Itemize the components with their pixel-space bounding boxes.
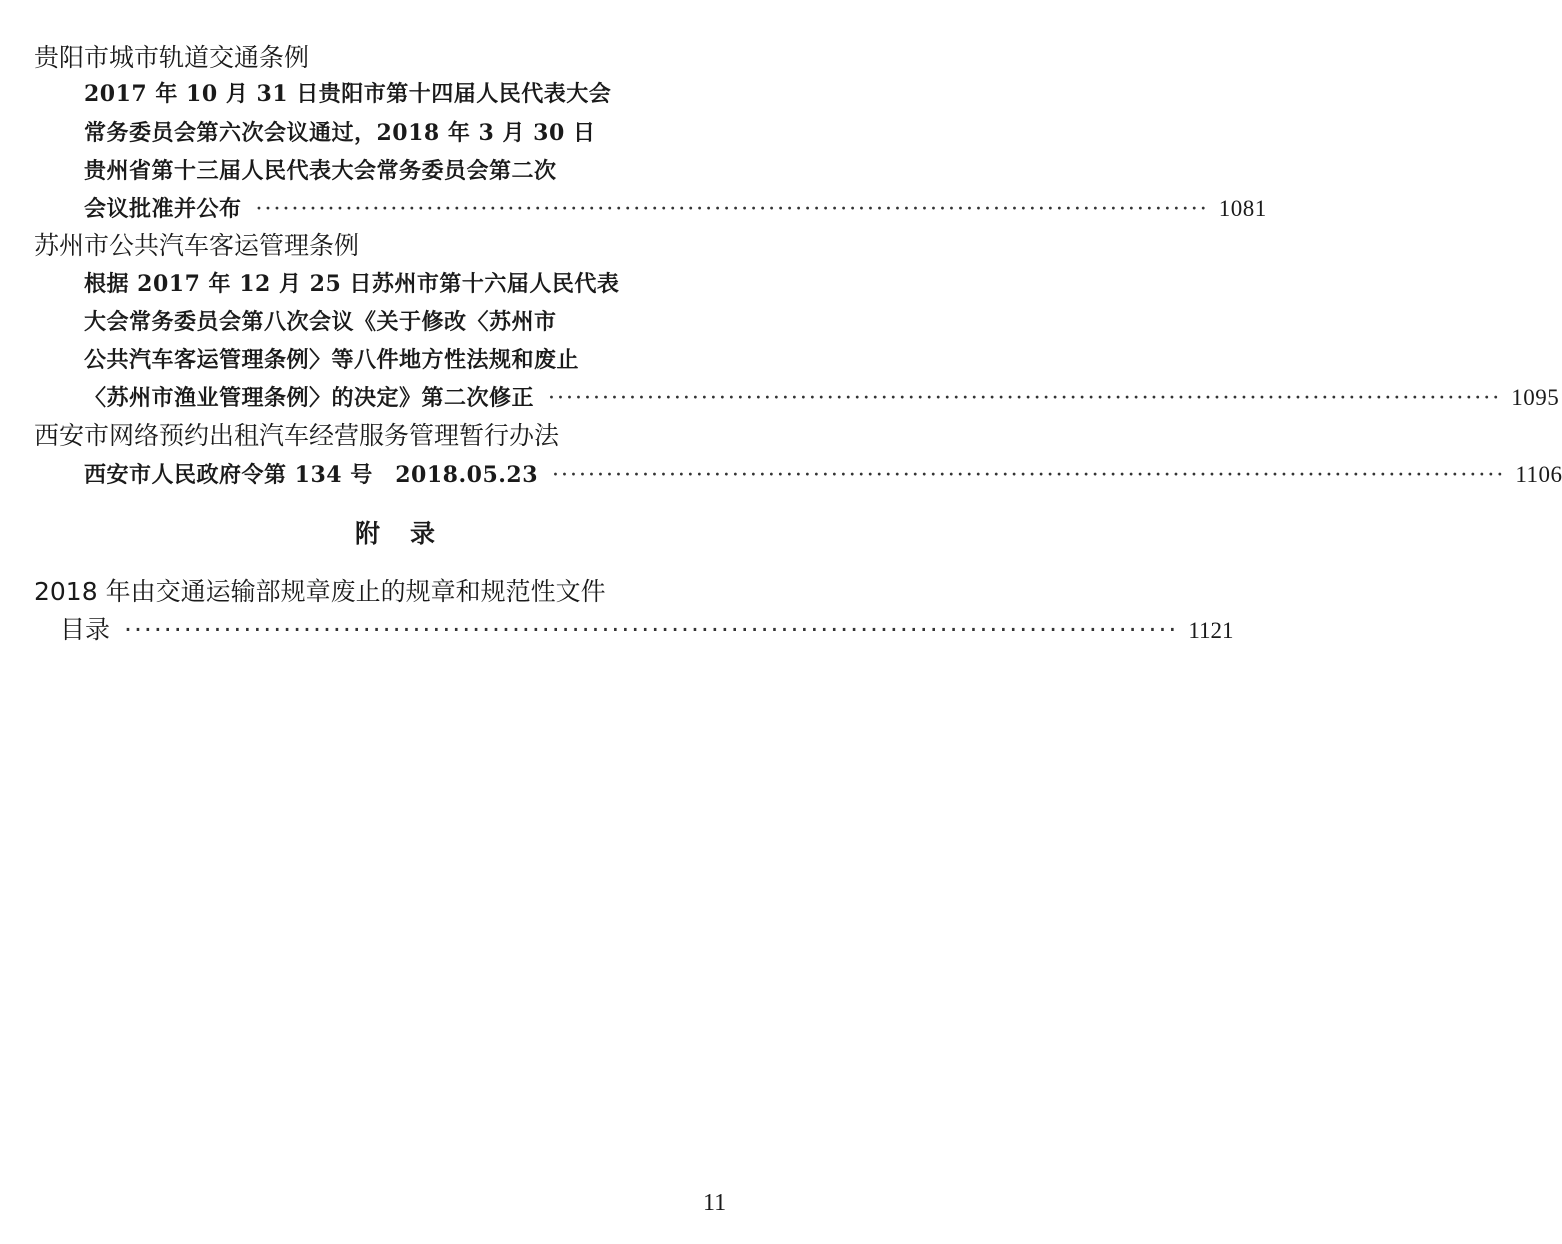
page-number: 11 bbox=[703, 1190, 727, 1216]
leader-dots: ·········································································································· bbox=[124, 615, 1179, 644]
toc-entry-line: 根据 2017 年 12 月 25 日苏州市第十六届人民代表 bbox=[84, 271, 620, 297]
toc-entry-row bbox=[84, 455, 1562, 495]
toc-entry-line: 会议批准并公布 bbox=[84, 196, 242, 222]
leader-dots: ·········································································································· bbox=[552, 463, 1506, 488]
toc-entry-title: 西安市网络预约出租汽车经营服务管理暂行办法 bbox=[34, 421, 560, 450]
toc-entry-line: 2017 年 10 月 31 日贵阳市第十四届人民代表大会 bbox=[84, 81, 612, 107]
toc-entry-line: 贵州省第十三届人民代表大会常务委员会第二次 bbox=[84, 158, 557, 184]
appendix-heading: 附录 bbox=[354, 519, 465, 548]
toc-entry-row bbox=[84, 378, 1560, 418]
appendix-entry-line: 目录 bbox=[60, 615, 111, 644]
toc-entry-line: 〈苏州市渔业管理条例〉的决定》第二次修正 bbox=[84, 385, 535, 411]
appendix-entry-row bbox=[60, 610, 1234, 650]
appendix-entry-title: 2018 年由交通运输部规章废止的规章和规范性文件 bbox=[34, 577, 606, 606]
leader-dots: ·········································································································· bbox=[255, 197, 1209, 222]
toc-page-number: 1095 bbox=[1511, 385, 1560, 410]
toc-page-number: 1106 bbox=[1515, 462, 1562, 487]
toc-entry-title: 贵阳市城市轨道交通条例 bbox=[34, 43, 310, 72]
toc-entry-line: 常务委员会第六次会议通过，2018 年 3 月 30 日 bbox=[84, 120, 596, 146]
leader-dots: ·········································································································· bbox=[548, 386, 1502, 411]
toc-page-number: 1081 bbox=[1218, 196, 1267, 221]
toc-entry-title: 苏州市公共汽车客运管理条例 bbox=[34, 231, 360, 260]
toc-entry-line: 公共汽车客运管理条例〉等八件地方性法规和废止 bbox=[84, 347, 580, 373]
toc-page-number: 1121 bbox=[1188, 618, 1234, 643]
toc-entry-row bbox=[84, 189, 1267, 229]
toc-entry-line: 西安市人民政府令第 134 号 2018.05.23 bbox=[84, 462, 539, 488]
toc-entry-line: 大会常务委员会第八次会议《关于修改〈苏州市 bbox=[84, 309, 557, 335]
